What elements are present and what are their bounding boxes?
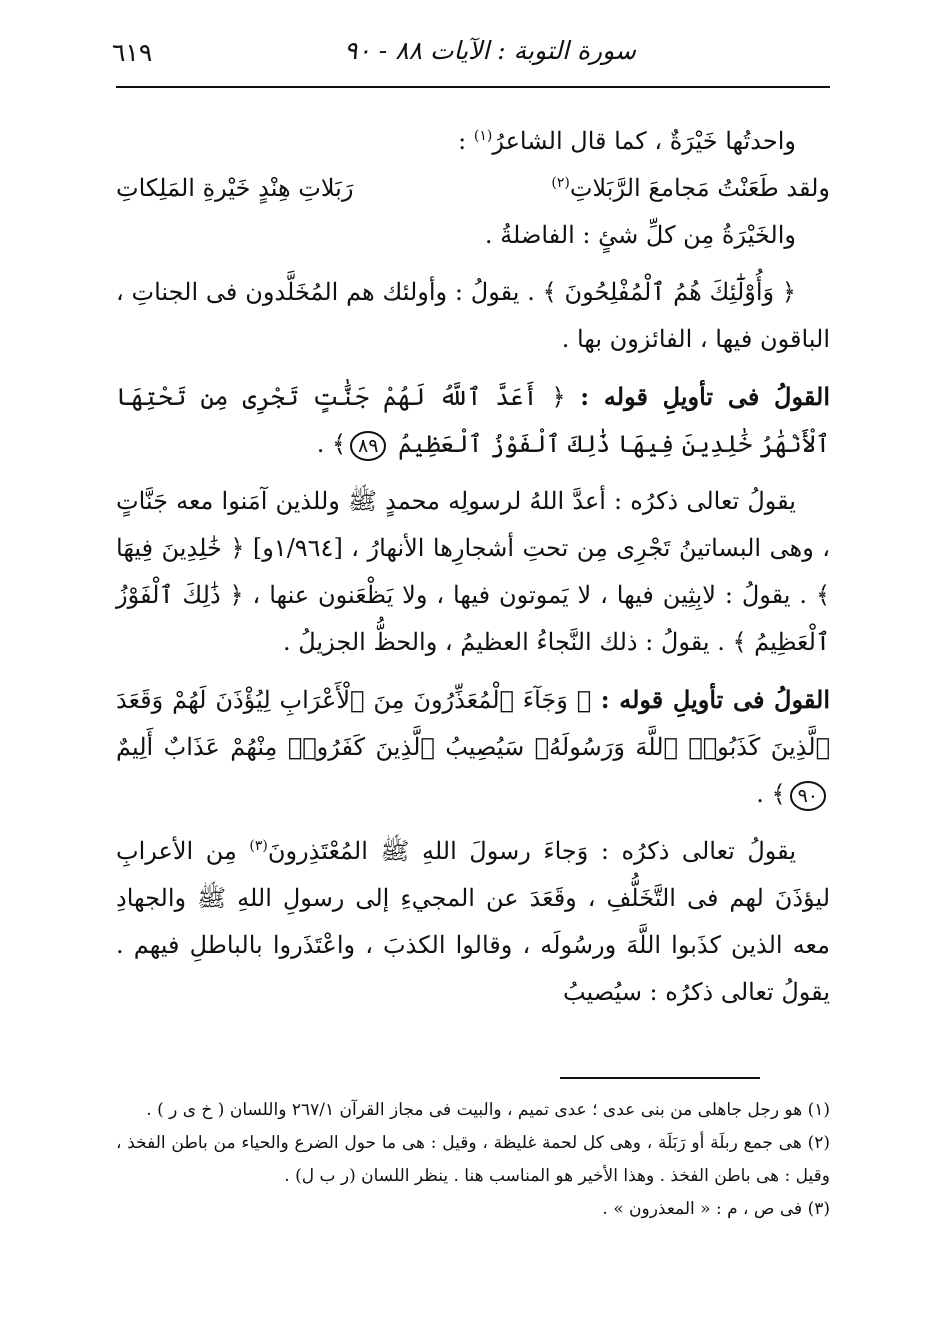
- header-rule: [116, 86, 830, 88]
- quran-verse-89-end: ﴾ .: [316, 430, 347, 458]
- quran-verse-90: ﴿ وَجَآءَ ٱلْمُعَذِّرُونَ مِنَ ٱلْأَعْرَابِ لِيُؤْذَنَ لَهُمْ وَقَعَدَ ٱلَّذِينَ كَذَبُوا۟ ٱللَّهَ وَرَسُولَهُۥ سَيُصِيبُ ٱلَّذِينَ كَفَرُوا۟ مِنْهُمْ عَذَابٌ أَلِيمٌ: [116, 686, 830, 761]
- verse-hemistich-first: [551, 165, 830, 212]
- paragraph-1-end: :: [458, 127, 474, 155]
- quran-verse-90-end: ﴾ .: [756, 780, 786, 808]
- section-heading-89: [116, 373, 830, 468]
- footnote-3: (٣) فى ص ، م : « المعذرون » .: [602, 1199, 830, 1219]
- footnote-ref-2: (٢): [551, 175, 570, 191]
- section-heading-label: القولُ فى تأويلِ قوله :: [565, 382, 830, 411]
- section-heading-90: [116, 676, 830, 818]
- paragraph-4-text-d: . يقولُ : ذلك النَّجاءُ العظيمُ ، والحظُّ الجزيلُ .: [283, 628, 733, 656]
- quran-verse-89: ﴿ أَعَدَّ ٱللَّهُ لَهُمْ جَنَّٰتٍ تَجْرِى مِن تَحْتِهَا ٱلْأَنْهَٰرُ خَٰلِدِينَ فِيهَا ذَٰلِكَ ٱلْفَوْزُ ٱلْعَظِيمُ: [116, 383, 830, 458]
- footnote-separator: [560, 1077, 760, 1079]
- footnotes: [116, 1094, 830, 1226]
- section-heading-label: القولُ فى تأويلِ قوله :: [591, 685, 830, 714]
- footnote-2: (٢) هى جمع ربلَة أو رَبَلَة ، وهى كل لحمة غليظة ، وقيل : هى ما حول الضرع والحياء من باطن الفخذ ، وقيل : هى باطن الفخذ . وهذا الأخير هو المناسب هنا . ينظر اللسان (ر ب ل) .: [116, 1133, 830, 1186]
- verse-hemistich-first-text: ولقد طَعَنْتُ مَجامعَ الرَّبَلاتِ: [569, 174, 830, 202]
- paragraph-4: [116, 478, 830, 666]
- paragraph-1: [116, 118, 830, 165]
- manuscript-reference: [١/٩٦٤و]: [252, 534, 343, 562]
- quran-quote: ﴿ وَأُوْلَٰٓئِكَ هُمُ ٱلْمُفْلِحُونَ ﴾: [542, 278, 796, 306]
- running-header-title: سورة التوبة : الآيات ٨٨ - ٩٠: [343, 36, 636, 65]
- main-text: [116, 118, 830, 1016]
- footnote-ref-3: (٣): [249, 838, 268, 854]
- verse-hemistich-second: رَبَلاتِ هِنْدٍ خَيْرةِ المَلِكاتِ: [116, 174, 354, 202]
- paragraph-3-text: . يقولُ : وأولئك هم المُخَلَّدون فى الجناتِ ، الباقون فيها ، الفائزون بها .: [116, 278, 830, 353]
- quran-quote-fawz: ﴿ ذَٰلِكَ ٱلْفَوْزُ ٱلْعَظِيمُ ﴾: [116, 581, 830, 656]
- ayah-number-90: ٩٠: [790, 781, 826, 811]
- quran-quote-khalidin: ﴿ خَٰلِدِينَ فِيهَا ﴾: [116, 534, 830, 609]
- paragraph-4-space: [244, 534, 252, 562]
- paragraph-4-text-c: . يقولُ : لابِثِين فيها ، لا يَموتون فيها ، ولا يَظْعَنون عنها ،: [243, 581, 816, 609]
- paragraph-5-text-a: يقولُ تعالى ذكرُه : وَجاءَ رسولَ اللهِ ﷺ المُعْتَذِرونَ: [267, 837, 797, 865]
- paragraph-1-text: واحدتُها خَيْرَةٌ ، كما قال الشاعرُ: [492, 127, 796, 155]
- paragraph-2: والخَيْرَةُ مِن كلِّ شئٍ : الفاضلةُ .: [484, 221, 796, 249]
- paragraph-3: [116, 269, 830, 363]
- ayah-number-89: ٨٩: [350, 431, 386, 461]
- page-number: ٦١٩: [112, 38, 153, 67]
- paragraph-4-text-a: يقولُ تعالى ذكرُه : أعدَّ اللهُ لرسولِه محمدٍ ﷺ وللذين آمَنوا معه جَنَّاتٍ ، وهى البساتينُ تَجْرِى مِن تحتِ أشجارِها الأنهارُ ،: [116, 487, 830, 562]
- footnote-1: (١) هو رجل جاهلى من بنى عدى ؛ عدى تميم ، والبيت فى مجاز القرآن ٢٦٧/١ واللسان ( خ ى ر ) .: [146, 1100, 830, 1120]
- poetry-verse: [116, 165, 830, 212]
- paragraph-5-text-b: مِن الأعرابِ ليؤذَنَ لهم فى التَّخَلُّفِ ، وقَعَدَ عن المجيءِ إلى رسولِ اللهِ ﷺ والجهادِ معه الذين كذَبوا اللَّهَ ورسُولَه ، وقالوا الكذبَ ، واعْتَذَروا بالباطلِ فيهم . يقولُ تعالى ذكرُه : سيُصيبُ: [116, 837, 830, 1006]
- paragraph-5: [116, 828, 830, 1016]
- footnote-ref-1: (١): [473, 128, 493, 144]
